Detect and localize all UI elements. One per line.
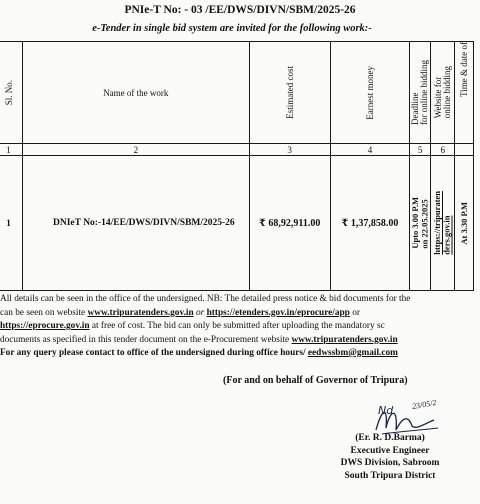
tender-table xyxy=(0,41,474,291)
col-header-name-of-work: Name of the work xyxy=(23,42,250,144)
tripuratenders-link[interactable]: www.tripuratenders.gov.in xyxy=(87,307,194,318)
deadline-label-line1: Deadline xyxy=(410,92,421,125)
col-number: 5 xyxy=(410,144,431,156)
note-line xyxy=(0,334,480,348)
col-header-deadline xyxy=(410,42,431,144)
cell-sl-no: 1 xyxy=(0,156,23,291)
cell-deadline-text xyxy=(411,197,430,249)
col-number: 6 xyxy=(431,144,455,156)
deadline-label-line2: for online bidding xyxy=(419,60,430,125)
cell-name-of-work: DNIeT No:-14/EE/DWS/DIVN/SBM/2025-26 xyxy=(23,156,250,291)
table-number-row xyxy=(0,144,474,156)
col-header-sl-no xyxy=(0,42,23,144)
cell-time-date xyxy=(455,156,474,291)
cell-website-link[interactable] xyxy=(433,191,452,255)
eprocurement-website-link[interactable]: www.tripuratenders.gov.in xyxy=(291,334,398,345)
signatory-block xyxy=(300,432,480,482)
cell-deadline xyxy=(410,156,431,291)
deadline-line1: Upto 3.00 P.M xyxy=(409,197,420,249)
note-text: documents as specified in this tender document on the e-Procurement website xyxy=(0,334,292,345)
note-line xyxy=(0,320,480,334)
col-number xyxy=(455,144,474,156)
eprocure-link[interactable]: https://eprocure.gov.in xyxy=(0,321,90,331)
note-text: at free of cost. The bid can only be submitted after uploading the mandatory sc xyxy=(89,321,385,331)
website-line2: ders.gov.in xyxy=(441,215,452,255)
cell-time-date-text: At 3.30 P.M xyxy=(459,201,470,245)
notes-paragraph xyxy=(0,293,480,361)
col-header-sl-no-label: Sl. No. xyxy=(3,79,14,106)
col-header-website-label xyxy=(434,66,452,118)
website-label-line1: Website for xyxy=(432,77,443,119)
signature-initials: Nd xyxy=(378,404,394,417)
col-header-earnest-money xyxy=(330,42,410,144)
note-text: For any query please contact to office of the undersigned during office hours/ xyxy=(0,348,308,358)
signatory-division: DWS Division, Sabroom xyxy=(340,458,440,468)
signature-date: 23/05/2 xyxy=(411,397,438,412)
etenders-link[interactable]: https://etenders.gov.in/eprocure/app xyxy=(206,307,350,318)
col-number: 1 xyxy=(0,144,23,156)
note-line xyxy=(0,347,480,361)
note-text: or xyxy=(196,307,207,318)
email-link[interactable]: eedwssbm@gmail.com xyxy=(307,348,398,358)
note-line: All details can be seen in the office of the undersigned. NB: The detailed press notice & bid documents for the xyxy=(0,294,411,304)
behalf-text: (For and on behalf of Governor of Tripura) xyxy=(223,375,408,386)
website-line1: https://tripuraten xyxy=(432,191,443,255)
col-header-earnest-money-label: Earnest money xyxy=(364,65,375,120)
col-header-estimated-cost-label: Estimated cost xyxy=(284,66,295,119)
col-header-website xyxy=(431,42,455,144)
cell-website xyxy=(431,156,455,291)
col-number: 2 xyxy=(23,144,250,156)
note-text: or xyxy=(352,307,360,318)
col-number: 3 xyxy=(249,144,330,156)
notice-title: PNIe-T No: - 03 /EE/DWS/DIVN/SBM/2025-26 xyxy=(124,4,356,16)
col-header-estimated-cost xyxy=(249,42,330,144)
col-number: 4 xyxy=(330,144,410,156)
notice-subtitle: e-Tender in single bid system are invited for the following work:- xyxy=(92,23,372,34)
signatory-district: South Tripura District xyxy=(344,470,436,481)
col-header-time-date-label: Time & date of xyxy=(459,42,470,97)
signatory-name: (Er. R. D.Barma) xyxy=(355,433,425,443)
col-header-deadline-label xyxy=(411,60,429,125)
website-label-line2: online bidding xyxy=(441,66,452,119)
table-header-row xyxy=(0,42,474,144)
note-text: can be seen on website xyxy=(0,307,86,318)
signatory-designation: Executive Engineer xyxy=(350,445,430,456)
deadline-line2: on 22.05.2025 xyxy=(419,199,430,249)
note-line xyxy=(0,307,480,321)
table-row xyxy=(0,156,474,291)
cell-estimated-cost: ₹ 68,92,911.00 xyxy=(249,156,330,291)
col-header-time-date xyxy=(455,42,474,144)
cell-earnest-money: ₹ 1,37,858.00 xyxy=(330,156,410,291)
